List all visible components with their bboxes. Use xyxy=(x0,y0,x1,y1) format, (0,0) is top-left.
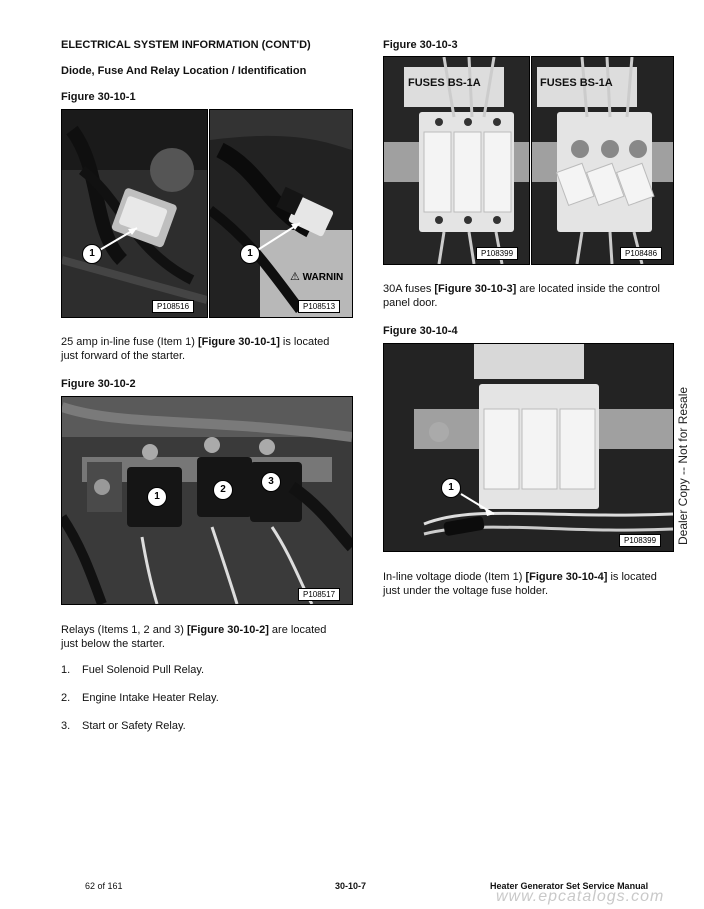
callout-1: 1 xyxy=(147,487,167,507)
text: is located xyxy=(279,336,330,348)
figure-2-label: Figure 30-10-2 xyxy=(61,378,136,390)
figure-ref-link[interactable]: [Figure 30-10-4] xyxy=(525,571,608,583)
figure-ref-link[interactable]: [Figure 30-10-1] xyxy=(197,336,280,348)
text: just under the voltage fuse holder. xyxy=(383,585,549,597)
list-number: 3. xyxy=(61,720,71,732)
list-number: 2. xyxy=(61,692,71,704)
watermark: www.epcatalogs.com xyxy=(496,888,665,905)
text: Relays (Items 1, 2 and 3) xyxy=(61,624,187,636)
callout-1: 1 xyxy=(82,244,102,264)
text: just below the starter. xyxy=(61,638,165,650)
photo-id: P108399 xyxy=(476,247,518,260)
fuse-holder-photo-right xyxy=(531,56,674,265)
fuse-sign: FUSES BS-1A xyxy=(540,77,613,89)
text: 30A fuses xyxy=(383,283,435,295)
list-text: Fuel Solenoid Pull Relay. xyxy=(82,664,205,676)
figure-ref-link[interactable]: [Figure 30-10-2] xyxy=(186,624,269,636)
figure-4-label: Figure 30-10-4 xyxy=(383,325,458,337)
photo-id: P108516 xyxy=(152,300,194,313)
callout-2: 2 xyxy=(213,480,233,500)
photo-id: P108399 xyxy=(619,534,661,547)
subsection-title: Diode, Fuse And Relay Location / Identification xyxy=(61,65,307,77)
diode-paragraph xyxy=(383,570,673,598)
photo-id: P108517 xyxy=(298,588,340,601)
relays-illustration xyxy=(62,397,352,604)
figure-ref-link[interactable]: [Figure 30-10-3] xyxy=(434,283,517,295)
diode-photo xyxy=(383,343,674,552)
fuse-sign: FUSES BS-1A xyxy=(408,77,481,89)
photo-id: P108513 xyxy=(298,300,340,313)
list-item xyxy=(61,664,204,676)
fuse-holder-photo-left xyxy=(383,56,530,265)
fuse-paragraph xyxy=(61,335,351,363)
list-item xyxy=(61,692,219,704)
callout-1: 1 xyxy=(240,244,260,264)
manual-title: Heater Generator Set Service Manual xyxy=(490,881,649,891)
text: 25 amp in-line fuse (Item 1) xyxy=(61,336,198,348)
text: In-line voltage diode (Item 1) xyxy=(383,571,526,583)
text: are located xyxy=(268,624,327,636)
warning-label xyxy=(290,270,343,283)
relay-photo xyxy=(61,396,353,605)
text: panel door. xyxy=(383,297,438,309)
list-item xyxy=(61,720,186,732)
callout-1: 1 xyxy=(441,478,461,498)
fuse-photo-left xyxy=(61,109,208,318)
text: is located xyxy=(607,571,657,583)
page-count: 62 of 161 xyxy=(85,881,123,891)
engine-fuse-illustration xyxy=(62,110,207,317)
list-number: 1. xyxy=(61,664,71,676)
text: are located inside the control xyxy=(516,283,660,295)
figure-1-label: Figure 30-10-1 xyxy=(61,91,136,103)
photo-id: P108486 xyxy=(620,247,662,260)
page-number: 30-10-7 xyxy=(335,881,367,891)
fuse-photo-right xyxy=(209,109,353,318)
list-text: Engine Intake Heater Relay. xyxy=(82,692,219,704)
figure-3-label: Figure 30-10-3 xyxy=(383,39,458,51)
section-title: ELECTRICAL SYSTEM INFORMATION (CONT'D) xyxy=(61,39,311,51)
inline-fuse-illustration xyxy=(210,110,352,317)
list-text: Start or Safety Relay. xyxy=(82,720,186,732)
fuses-paragraph xyxy=(383,282,673,310)
relays-paragraph xyxy=(61,623,351,651)
diode-illustration xyxy=(384,344,673,551)
dealer-copy-note: Dealer Copy -- Not for Resale xyxy=(676,386,690,545)
callout-3: 3 xyxy=(261,472,281,492)
text: just forward of the starter. xyxy=(61,350,186,362)
warning-triangle-icon: ⚠ xyxy=(290,271,300,283)
warning-text: WARNIN xyxy=(302,272,344,283)
